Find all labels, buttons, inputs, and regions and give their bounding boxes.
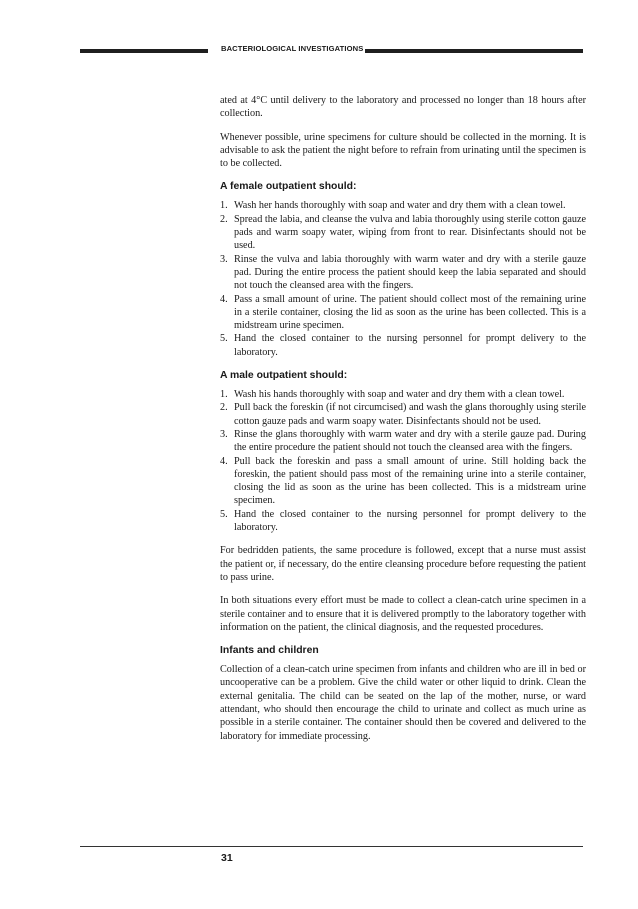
header-rule-left (80, 49, 208, 53)
list-number: 5. (220, 508, 228, 520)
list-text: Rinse the vulva and labia thoroughly with warm water and dry with a sterile gauze pad. During the entire process the patient should keep the labia separated and should not touch the cleansed area with the fingers. (234, 253, 586, 292)
paragraph-morning-collection: Whenever possible, urine specimens for culture should be collected in the morning. It is advisable to ask the patient the night before to refrain from urinating until the specimen is to be collected. (220, 131, 586, 170)
list-text: Spread the labia, and cleanse the vulva and labia thoroughly using sterile cotton gauze pads and warm soapy water, wiping from front to rear. Disinfectants should not be used. (234, 213, 586, 252)
page-number: 31 (221, 852, 233, 864)
list-item (220, 388, 586, 401)
list-number: 1. (220, 389, 228, 401)
list-text: Wash his hands thoroughly with soap and water and dry them with a clean towel. (234, 389, 565, 401)
heading-male-outpatient: A male outpatient should: (220, 370, 348, 382)
list-item (220, 332, 586, 359)
paragraph-infants: Collection of a clean-catch urine specimen from infants and children who are ill in bed or uncooperative can be a problem. Give the child water or other liquid to drink. Clean the external genitalia. The child can be seated on the lap of the mother, nurse, or ward attendant, who should then encourage the child to urinate and collect as much urine as possible in a sterile container. The container should then be covered and delivered to the laboratory for immediate processing. (220, 664, 586, 742)
paragraph-bedridden: For bedridden patients, the same procedure is followed, except that a nurse must assist the patient or, if necessary, do the entire cleansing procedure before requesting the patient to pass urine. (220, 545, 586, 583)
list-number: 5. (220, 333, 228, 345)
paragraph-storage: ated at 4°C until delivery to the laboratory and processed no longer than 18 hours after collection. (220, 95, 586, 120)
list-number: 2. (220, 213, 228, 225)
list-item (220, 293, 586, 333)
list-number: 1. (220, 200, 228, 212)
list-item (220, 253, 586, 293)
list-text: Hand the closed container to the nursing personnel for prompt delivery to the laboratory. (234, 508, 586, 534)
heading-female-outpatient: A female outpatient should: (220, 181, 357, 193)
list-number: 3. (220, 428, 228, 440)
list-text: Hand the closed container to the nursing personnel for prompt delivery to the laboratory. (234, 333, 586, 358)
running-header: BACTERIOLOGICAL INVESTIGATIONS (221, 44, 364, 53)
body-text (220, 94, 586, 753)
paragraph-clean-catch: In both situations every effort must be made to collect a clean-catch urine specimen in a sterile container and to ensure that it is delivered promptly to the laboratory together with information on the patient, the clinical diagnosis, and the requested procedures. (220, 595, 586, 633)
list-number: 2. (220, 402, 228, 414)
female-steps-list (220, 199, 586, 359)
list-text: Pull back the foreskin and pass a small amount of urine. Still holding back the foreskin, the patient should pass most of the remaining urine into a sterile container, closing the lid as soon as the urine has been collected. This is a midstream urine specimen. (234, 455, 586, 507)
list-text: Wash her hands thoroughly with soap and water and dry them with a clean towel. (234, 200, 566, 212)
heading-infants-children: Infants and children (220, 645, 319, 657)
list-text: Pass a small amount of urine. The patient should collect most of the remaining urine in a sterile container, closing the lid as soon as the urine has been collected. This is a midstream urine specimen. (234, 293, 586, 332)
list-number: 3. (220, 253, 228, 265)
list-number: 4. (220, 455, 228, 467)
list-item (220, 428, 586, 455)
list-item (220, 508, 586, 535)
list-text: Rinse the glans thoroughly with warm water and dry with a sterile gauze pad. During the entire procedure the patient should not touch the cleansed area with the fingers. (234, 428, 586, 454)
list-number: 4. (220, 293, 228, 305)
list-text: Pull back the foreskin (if not circumcised) and wash the glans thoroughly using sterile cotton gauze pads and warm soapy water. Disinfectants should not be used. (234, 402, 586, 427)
header-rule-right (365, 49, 583, 53)
footer-rule (80, 846, 583, 847)
male-steps-list (220, 388, 586, 534)
list-item (220, 401, 586, 428)
list-item (220, 199, 586, 212)
list-item (220, 455, 586, 508)
list-item (220, 213, 586, 253)
